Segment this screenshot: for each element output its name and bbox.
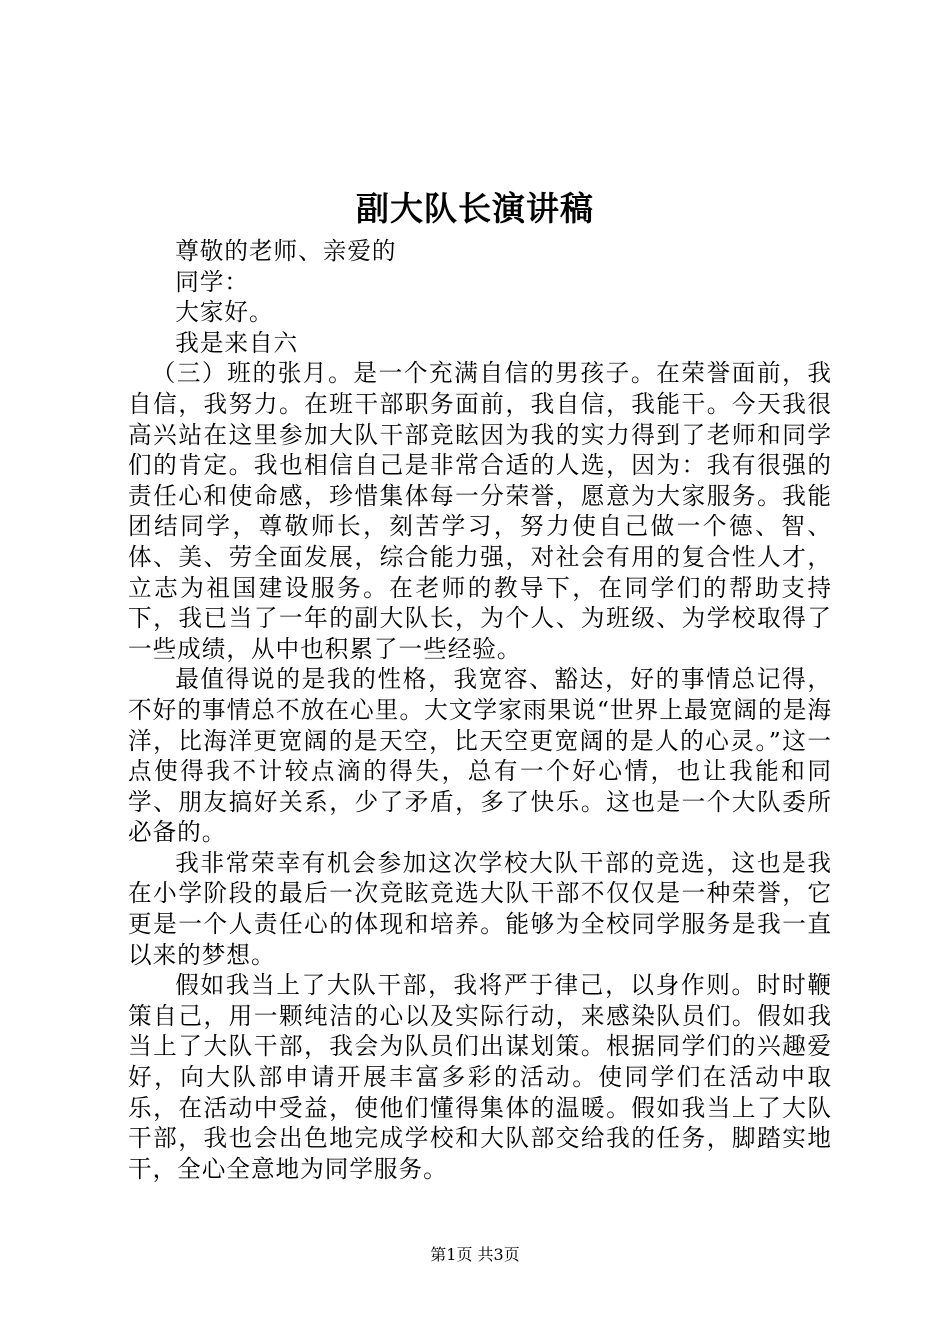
paragraph-intro-line: 我是来自六 <box>175 328 299 357</box>
document-body <box>128 236 832 1184</box>
paragraph-commitment: 假如我当上了大队干部，我将严于律己，以身作则。时时鞭策自己，用一颗纯洁的心以及实际行动，来感染队员们。假如我当上了大队干部，我会为队员们出谋划策。根据同学们的兴趣爱好，向大队部申请开展丰富多彩的活动。使同学们在活动中取乐，在活动中受益，使他们懂得集体的温暖。假如我当上了大队干部，我也会出色地完成学校和大队部交给我的任务，脚踏实地干，全心全意地为同学服务。 <box>128 971 832 1183</box>
paragraph-self-introduction: （三）班的张月。是一个充满自信的男孩子。在荣誉面前，我自信，我努力。在班干部职务面前，我自信，我能干。今天我很高兴站在这里参加大队干部竞眩因为我的实力得到了老师和同学们的肯定。我也相信自己是非常合适的人选，因为：我有很强的责任心和使命感，珍惜集体每一分荣誉，愿意为大家服务。我能团结同学，尊敬师长，刻苦学习，努力使自己做一个德、智、体、美、劳全面发展，综合能力强，对社会有用的复合性人才，立志为祖国建设服务。在老师的教导下，在同学们的帮助支持下，我已当了一年的副大队长，为个人、为班级、为学校取得了一些成绩，从中也积累了一些经验。 <box>128 359 832 663</box>
paragraph-personality: 最值得说的是我的性格，我宽容、豁达，好的事情总记得，不好的事情总不放在心里。大文学家雨果说“世界上最宽阔的是海洋，比海洋更宽阔的是天空，比天空更宽阔的是人的心灵。”这一点使得我不计较点滴的得失，总有一个好心情，也让我能和同学、朋友搞好关系，少了矛盾，多了快乐。这也是一个大队委所必备的。 <box>128 665 832 847</box>
paragraph-greeting-3: 大家好。 <box>175 298 274 327</box>
paragraph-election: 我非常荣幸有机会参加这次学校大队干部的竞选，这也是我在小学阶段的最后一次竞眩竞选大队干部不仅仅是一种荣誉，它更是一个人责任心的体现和培养。能够为全校同学服务是我一直以来的梦想。 <box>128 848 832 969</box>
page-footer: 第1页 共3页 <box>430 1245 520 1264</box>
document-title: 副大队长演讲稿 <box>356 189 594 228</box>
paragraph-greeting-2: 同学： <box>175 267 249 296</box>
paragraph-greeting-1: 尊敬的老师、亲爱的 <box>175 237 397 265</box>
